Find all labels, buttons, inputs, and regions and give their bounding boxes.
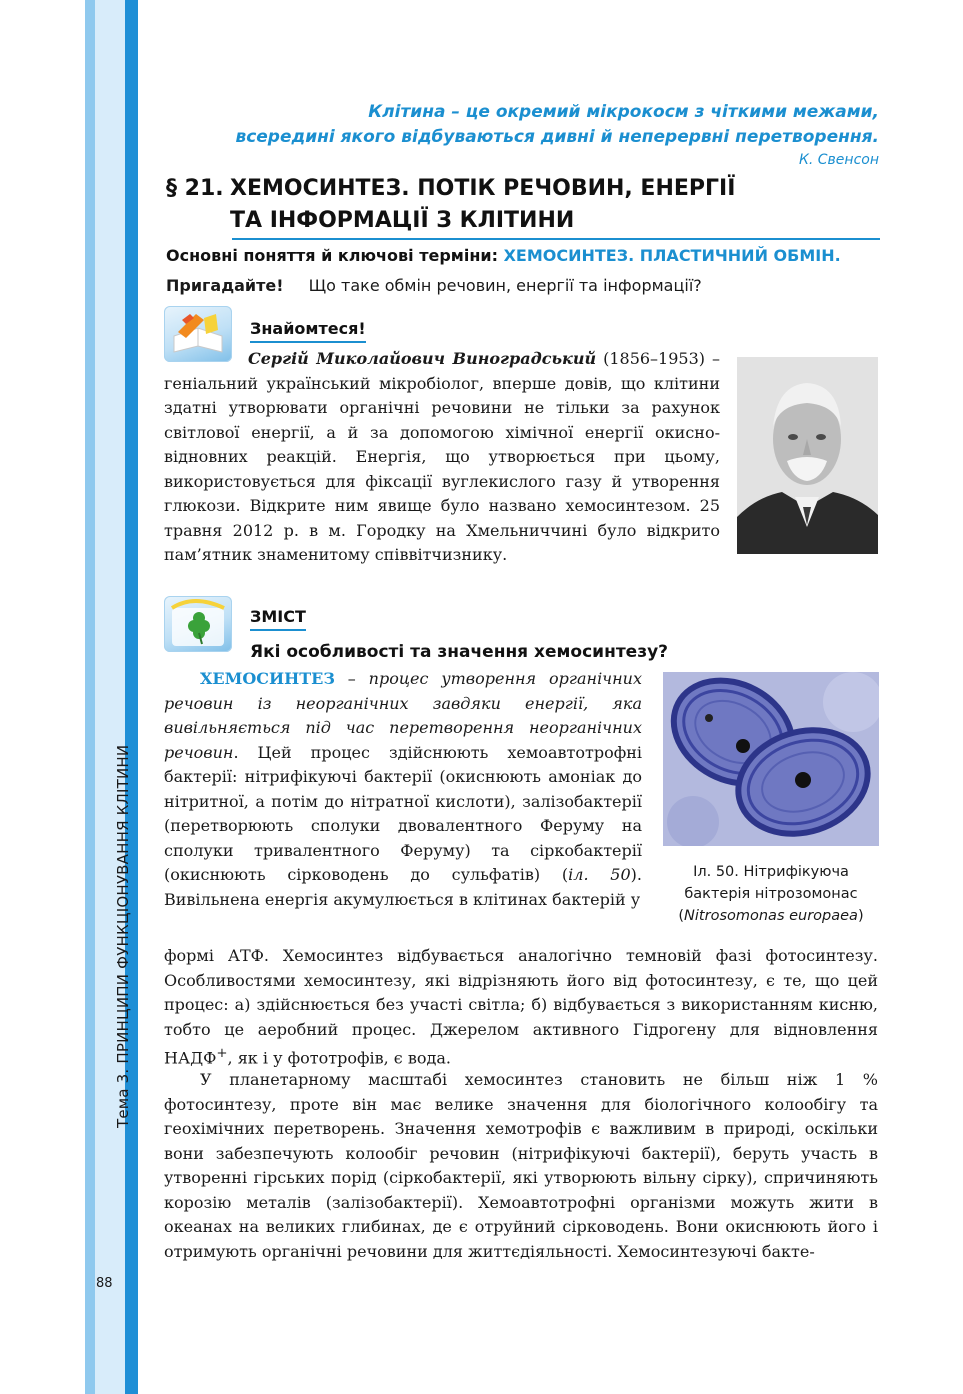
zmist-heading: ЗМІСТ [250, 606, 306, 631]
scientist-name: Сергій Миколайович Виноградський [248, 349, 597, 368]
caption-line-2: бактерія нітрозомонас [684, 886, 858, 902]
section-title-line-2: ТА ІНФОРМАЦІЇ З КЛІТИНИ [230, 208, 575, 233]
chemo-text-end: , як і у фототрофів, є вода. [227, 1048, 451, 1068]
side-band [0, 0, 138, 1394]
chapter-topic-label: Тема 3. ПРИНЦИПИ ФУНКЦІОНУВАННЯ КЛІТИНИ [114, 744, 132, 1128]
caption-latin-name: Nitrosomonas europaea [684, 908, 858, 924]
chemo-text-a: . Цей процес здійснюють хемоавтотрофні бактерії: нітрифікуючі бактерії (окиснюють амоніак до нітритної, а потім до нітратної кислоти), залізобактерії (перетворюють сполуки двовалентного Феруму на сполуки тривалентного Феруму) та сіркобактерії (окиснюють сірководень до сульфатів) ( [164, 742, 642, 884]
biography-paragraph [164, 347, 720, 568]
term-dash: – [334, 669, 369, 688]
term-definition: процес утворення органічних речовин із неорганічних завдяки енергії, яка вивільняється під час перетворення неорганічних речовин [164, 669, 642, 762]
term-chemosynthesis: ХЕМОСИНТЕЗ [200, 669, 335, 688]
figure-caption [651, 861, 891, 927]
section-heading [166, 173, 886, 237]
recall-question: Що таке обмін речовин, енергії та інформації? [308, 276, 702, 295]
epigraph [235, 100, 879, 170]
side-band-dark-strip [125, 0, 138, 1394]
planetary-significance-paragraph [164, 1068, 878, 1264]
section-number: § 21. [166, 176, 224, 201]
section-title-line-1: ХЕМОСИНТЕЗ. ПОТІК РЕЧОВИН, ЕНЕРГІЇ [230, 176, 736, 201]
recall-prompt [166, 274, 702, 298]
page-number: 88 [96, 1276, 113, 1291]
biography-text: (1856–1953) – геніальний український мікробіолог, вперше довів, що клітини здатні утворювати органічні речовини не тільки за рахунок світлової енергії, а й за допомогою хімічної енергії окисно-відновних реакцій. Енергія, що утворюється при цьому, використовується для фіксації вуглекислого газу й утворення глюкози. Відкрите ним явище було названо хемосинтезом. 25 травня 2012 р. в м. Городку на Хмельниччині було відкрито пам’ятник знаменитому співвітчизнику. [164, 349, 720, 564]
planetary-text: У планетарному масштабі хемосинтез становить не більш ніж 1 % фотосинтезу, проте він має велике значення для біологічного колообігу та геохімічних перетворень. Значення хемотрофів є важливим в природі, оскільки вони забезпечують колообіг речовин (нітрифікуючі бактерії), беруть участь в утворенні гірських порід (сіркобактерії, які утворюють вільну сірку), спричиняють корозію металів (залізобактерії). Хемоавтотрофні організми можуть жити в океанах на великих глибинах, де є отруйний сірководень. Вони окиснюють його і отримують органічні речовини для життєдіяльності. Хемосинтезуючі бакте- [164, 1070, 878, 1261]
heading-underline [232, 238, 880, 240]
caption-line-3 [651, 905, 891, 927]
key-terms [166, 244, 841, 268]
superscript-plus: + [216, 1046, 228, 1061]
figure-reference: іл. 50 [568, 865, 631, 884]
chemosynthesis-paragraph [164, 667, 642, 912]
caption-paren-close: ) [857, 908, 864, 924]
clover-content-icon [164, 596, 232, 652]
caption-paren-open: ( [678, 908, 685, 924]
epigraph-line-1: Клітина – це окремий мікрокосм з чіткими межами, [368, 102, 879, 122]
znaiomtesia-heading: Знайомтеся! [250, 318, 366, 343]
scientist-portrait [737, 357, 878, 554]
epigraph-author: К. Свенсон [798, 152, 879, 168]
epigraph-line-2: всередині якого відбуваються дивні й неперервні перетворення. [235, 127, 879, 147]
key-terms-value: ХЕМОСИНТЕЗ. ПЛАСТИЧНИЙ ОБМІН. [503, 246, 841, 265]
recall-label: Пригадайте! [166, 276, 284, 295]
side-band-pale-strip [95, 0, 125, 1394]
chemosynthesis-paragraph-continued [164, 944, 878, 1071]
key-terms-label: Основні поняття й ключові терміни: [166, 246, 504, 265]
bacteria-micrograph [663, 672, 879, 846]
chemo-text-rest: формі АТФ. Хемосинтез відбувається аналогічно темновій фазі фотосинтезу. Особливостями хемосинтезу, які відрізняють його від фотосинтезу, є те, що цей процес: а) здійснюється без участі світла; б) відбувається з використанням кисню, тобто це аеробний процес. Джерелом активного Гідрогену для відновлення НАДФ [164, 946, 878, 1068]
caption-line-1: Іл. 50. Нітрифікуюча [693, 864, 849, 880]
content-question-heading: Які особливості та значення хемосинтезу? [250, 642, 669, 662]
chemo-text-b: ). Вивільнена енергія акумулюється в клітинах бактерій у [164, 865, 642, 909]
